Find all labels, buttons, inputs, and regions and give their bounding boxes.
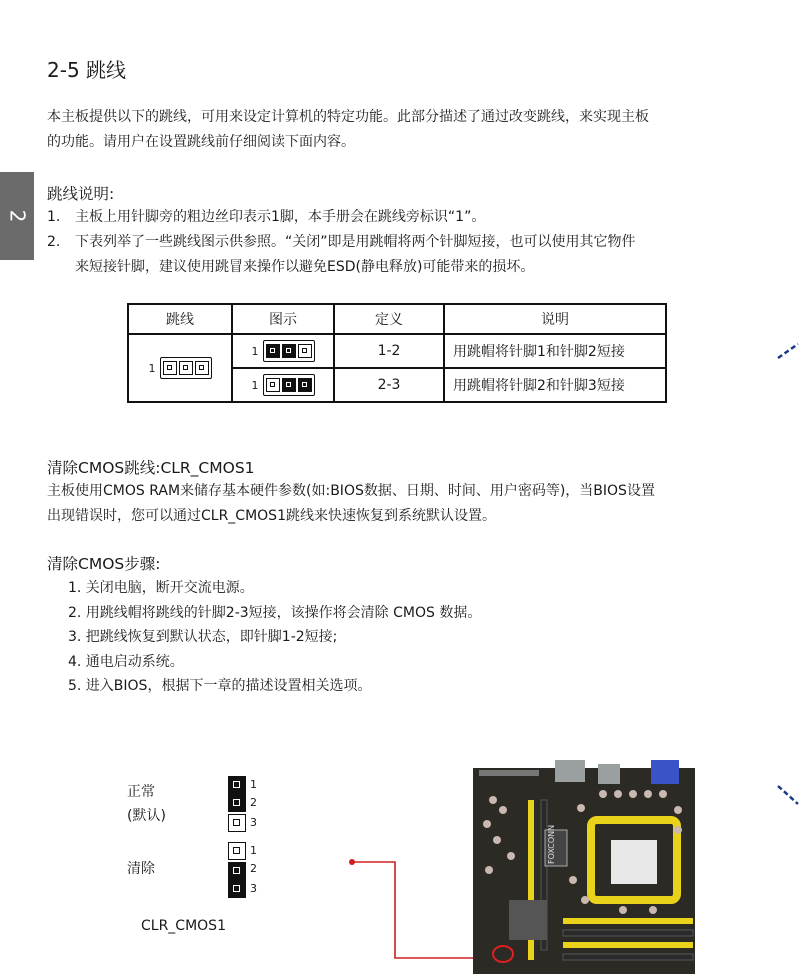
chapter-number: 2 [4, 209, 29, 223]
header-jumper: 跳线 [128, 304, 232, 334]
definition-cell: 1-2 [334, 334, 444, 368]
jumper-closed-1-2-icon [263, 340, 315, 362]
definition-cell: 2-3 [334, 368, 444, 402]
pin-number: 3 [250, 882, 257, 895]
intro-line: 的功能。请用户在设置跳线前仔细阅读下面内容。 [47, 134, 355, 150]
jumper-table [127, 303, 667, 403]
note-item-1 [47, 205, 767, 230]
clear-cmos-line: 出现错误时，您可以通过CLR_CMOS1跳线来快速恢复到系统默认设置。 [47, 508, 496, 524]
list-item: 5. 进入BIOS，根据下一章的描述设置相关选项。 [68, 678, 372, 694]
pin-number: 2 [250, 862, 257, 875]
pin-one-label: 1 [251, 378, 259, 392]
intro-paragraph [47, 105, 762, 155]
normal-label: 正常 [127, 784, 155, 800]
table-header-row [128, 304, 666, 334]
jumper-3pin-icon [160, 357, 212, 379]
description-cell: 用跳帽将针脚2和针脚3短接 [444, 368, 666, 402]
diagram-cell [232, 334, 334, 368]
diagram-cell [232, 368, 334, 402]
note-text: 主板上用针脚旁的粗边丝印表示1脚，本手册会在跳线旁标识“1”。 [75, 209, 486, 225]
pin-number: 1 [250, 778, 257, 791]
note-item-2-continued: 来短接针脚，建议使用跳冒来操作以避免ESD(静电释放)可能带来的损坏。 [75, 259, 535, 275]
default-label: (默认) [127, 808, 166, 824]
pin-number: 3 [250, 816, 257, 829]
board-brand-chip: FOXCONN [547, 824, 556, 864]
note-item-2 [47, 230, 767, 255]
pin-one-label: 1 [148, 361, 156, 375]
notes-heading: 跳线说明: [47, 185, 115, 203]
clear-cmos-line: 主板使用CMOS RAM来储存基本硬件参数(如:BIOS数据、日期、时间、用户密码等)，当BIOS设置 [47, 483, 655, 499]
pin-number: 2 [250, 796, 257, 809]
clear-label: 清除 [127, 861, 155, 877]
list-item: 3. 把跳线恢复到默认状态，即针脚1-2短接; [68, 629, 338, 645]
table-row [128, 334, 666, 368]
list-item: 4. 通电启动系统。 [68, 653, 184, 670]
note-text: 下表列举了一些跳线图示供参照。“关闭”即是用跳帽将两个针脚短接，也可以使用其它物件 [75, 234, 636, 250]
section-title: 2-5 跳线 [47, 58, 127, 82]
description-cell: 用跳帽将针脚1和针脚2短接 [444, 334, 666, 368]
note-num: 1. [47, 209, 61, 225]
motherboard-photo [473, 760, 697, 974]
clear-cmos-paragraph [47, 479, 762, 529]
jumper-symbol-cell [128, 334, 232, 402]
jumper-closed-2-3-icon [263, 374, 315, 396]
margin-mark [774, 780, 800, 810]
chapter-tab [0, 172, 34, 260]
normal-label-block [127, 780, 166, 828]
note-num: 2. [47, 234, 61, 250]
header-diagram: 图示 [232, 304, 334, 334]
header-description: 说明 [444, 304, 666, 334]
pin-one-label: 1 [251, 344, 259, 358]
header-definition: 定义 [334, 304, 444, 334]
list-item: 2. 用跳线帽将跳线的针脚2-3短接，该操作将会清除 CMOS 数据。 [68, 604, 482, 621]
pin-number: 1 [250, 844, 257, 857]
list-item: 1. 关闭电脑，断开交流电源。 [68, 580, 254, 596]
jumper-name-label: CLR_CMOS1 [141, 918, 226, 934]
steps-heading: 清除CMOS步骤: [47, 555, 161, 573]
intro-line: 本主板提供以下的跳线，可用来设定计算机的特定功能。此部分描述了通过改变跳线，来实现主板 [47, 109, 649, 125]
steps-list [68, 576, 481, 699]
clear-cmos-heading: 清除CMOS跳线:CLR_CMOS1 [47, 459, 255, 477]
margin-mark [774, 338, 800, 364]
